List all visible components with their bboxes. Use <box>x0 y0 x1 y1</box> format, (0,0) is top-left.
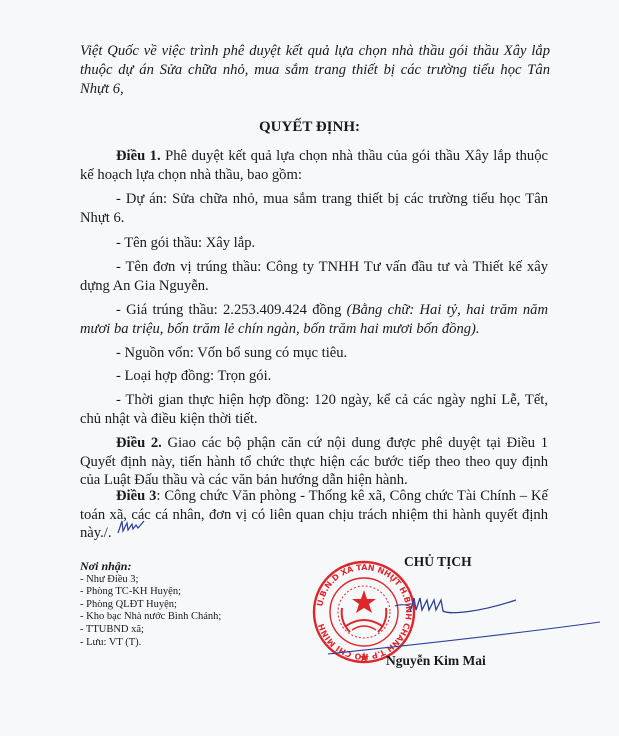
item-package-name: - Tên gói thầu: Xây lắp. <box>116 235 256 251</box>
item-winning-contractor: - Tên đơn vị trúng thầu: Công ty TNHH Tư vấn đầu tư và Thiết kế xây dựng An Gia Nguyễn. <box>80 259 548 294</box>
recipient-item: - Lưu: VT (T). <box>80 636 142 648</box>
article-2-text: Giao các bộ phận căn cứ nội dung được phê duyệt tại Điều 1 Quyết định này, tiến hành tổ chức thực hiện các bước tiếp theo theo quy định của Luật Đấu thầu và các văn bản hướng dẫn hiện hành. <box>80 435 549 488</box>
recipient-item: - Phòng TC-KH Huyện; <box>80 586 182 598</box>
recipient-item: - Như Điều 3; <box>80 573 139 585</box>
item-contract-type: - Loại hợp đồng: Trọn gói. <box>116 368 272 384</box>
item-duration: - Thời gian thực hiện hợp đồng: 120 ngày, kể cả các ngày nghỉ Lễ, Tết, chủ nhật và điều kiện thời tiết. <box>80 392 548 427</box>
price-in-words: (Bằng chữ: Hai tỷ, hai trăm năm mươi ba triệu, bốn trăm lẻ chín ngàn, bốn trăm hai mươi bốn đồng). <box>80 302 548 337</box>
item-project: - Dự án: Sửa chữa nhỏ, mua sắm trang thiết bị các trường tiểu học Tân Nhựt 6. <box>80 191 548 226</box>
article-2-label: Điều 2. <box>116 435 162 451</box>
item-winning-price <box>80 301 548 338</box>
signer-name: Nguyễn Kim Mai <box>386 653 486 668</box>
recipients-block <box>80 560 221 649</box>
recipients-heading: Nơi nhận: <box>80 559 132 573</box>
recipient-item: - Phòng QLĐT Huyện; <box>80 598 177 610</box>
initial-signature-icon <box>116 517 146 537</box>
decision-title: QUYẾT ĐỊNH: <box>259 119 360 135</box>
recipient-item: - Kho bạc Nhà nước Bình Chánh; <box>80 611 222 623</box>
price-number: - Giá trúng thầu: 2.253.409.424 đồng <box>116 302 347 318</box>
article-1-label: Điều 1. <box>116 148 161 164</box>
recipient-item: - TTUBND xã; <box>80 623 144 635</box>
article-2 <box>80 434 548 490</box>
article-3-text: : Công chức Văn phòng - Thống kê xã, Công chức Tài Chính – Kế toán xã, các cá nhân, đơn vị có liên quan chịu trách nhiệm thi hành quyết định này./. <box>80 488 548 541</box>
item-funding-source: - Nguồn vốn: Vốn bổ sung có mục tiêu. <box>116 345 348 361</box>
intro-text: Việt Quốc về việc trình phê duyệt kết quả lựa chọn nhà thầu gói thầu Xây lắp thuộc dự án Sửa chữa nhỏ, mua sắm trang thiết bị các trường tiểu học Tân Nhựt 6, <box>80 43 550 97</box>
article-1-text: Phê duyệt kết quả lựa chọn nhà thầu của gói thầu Xây lắp thuộc kế hoạch lựa chọn nhà thầu, bao gồm: <box>80 148 549 183</box>
signer-title: CHỦ TỊCH <box>404 554 472 569</box>
article-3-label: Điều 3 <box>116 488 157 504</box>
article-3 <box>80 487 548 543</box>
official-stamp-icon <box>312 560 416 664</box>
stamp-text: U.B.N.D XÃ TÂN NHỰT H.BÌNH CHÁNH T.P HỒ CHÍ MINH <box>315 562 414 662</box>
article-1 <box>80 147 548 184</box>
